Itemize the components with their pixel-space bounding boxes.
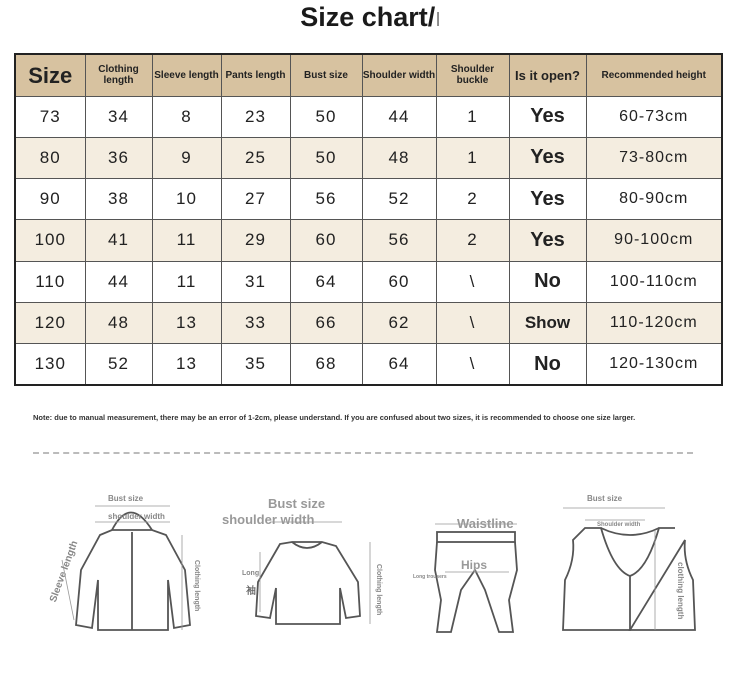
header-is-open: Is it open?: [509, 54, 586, 96]
jacket-clothing-label: Clothing length: [193, 560, 200, 612]
cell-is-open: Yes: [509, 179, 586, 220]
title-cursor: I: [435, 9, 441, 31]
header-clothing-length: Clothing length: [85, 54, 152, 96]
pants-diagram: [405, 510, 545, 645]
cell-is-open: No: [509, 261, 586, 302]
cell-sleeve-length: 13: [152, 302, 221, 343]
cell-size: 120: [15, 302, 85, 343]
cell-bust-size: 64: [290, 261, 362, 302]
table-row: [15, 96, 722, 137]
cell-clothing-length: 36: [85, 137, 152, 178]
cell-shoulder-width: 60: [362, 261, 436, 302]
jacket-bust-label: Bust size: [108, 494, 144, 503]
cell-sleeve-length: 10: [152, 179, 221, 220]
pants-waist-label: Waistline: [457, 516, 514, 531]
cell-bust-size: 60: [290, 220, 362, 261]
sweater-bust-label: Bust size: [268, 496, 326, 511]
sweater-long-label: Long: [242, 570, 260, 577]
cell-clothing-length: 48: [85, 302, 152, 343]
cell-recommended-height: 110-120cm: [586, 302, 722, 343]
cell-shoulder-width: 62: [362, 302, 436, 343]
sweater-sleeve-char: 袖: [246, 586, 256, 597]
cell-bust-size: 66: [290, 302, 362, 343]
jacket-sleeve-label: Sleeve length: [48, 539, 81, 604]
cell-is-open: Yes: [509, 137, 586, 178]
jacket-shoulder-label: shoulder width: [108, 512, 165, 521]
cell-clothing-length: 41: [85, 220, 152, 261]
header-bust-size: Bust size: [290, 54, 362, 96]
cell-shoulder-width: 64: [362, 344, 436, 385]
size-table: [14, 53, 723, 386]
pants-long-label: Long trousers: [413, 574, 447, 580]
cell-recommended-height: 90-100cm: [586, 220, 722, 261]
cell-recommended-height: 73-80cm: [586, 137, 722, 178]
cell-sleeve-length: 13: [152, 344, 221, 385]
table-row: [15, 220, 722, 261]
cell-size: 110: [15, 261, 85, 302]
cell-recommended-height: 100-110cm: [586, 261, 722, 302]
cell-bust-size: 50: [290, 96, 362, 137]
cell-pants-length: 27: [221, 179, 290, 220]
table-row: [15, 302, 722, 343]
cell-size: 80: [15, 137, 85, 178]
pants-hips-label: Hips: [461, 558, 488, 572]
table-row: [15, 137, 722, 178]
cell-size: 130: [15, 344, 85, 385]
title-text: Size chart/: [300, 2, 436, 32]
cell-bust-size: 68: [290, 344, 362, 385]
measurement-note: Note: due to manual measurement, there may be an error of 1-2cm, please understand. If you are confused about two sizes, it is recommended to choose one size larger.: [33, 413, 636, 422]
cell-pants-length: 31: [221, 261, 290, 302]
cell-clothing-length: 52: [85, 344, 152, 385]
cell-size: 100: [15, 220, 85, 261]
sweater-clothing-label: Clothing length: [375, 564, 382, 616]
vest-clothing-label: clothing length: [676, 562, 685, 620]
page-title: [0, 2, 741, 33]
cell-shoulder-buckle: 1: [436, 96, 509, 137]
cell-sleeve-length: 11: [152, 261, 221, 302]
cell-shoulder-buckle: \: [436, 261, 509, 302]
cell-shoulder-buckle: 2: [436, 179, 509, 220]
sweater-shoulder-label: shoulder width: [222, 512, 315, 527]
jacket-diagram: [40, 490, 220, 650]
cell-bust-size: 50: [290, 137, 362, 178]
cell-shoulder-buckle: 1: [436, 137, 509, 178]
header-shoulder-buckle: Shoulder buckle: [436, 54, 509, 96]
header-recommended-height: Recommended height: [586, 54, 722, 96]
cell-shoulder-buckle: 2: [436, 220, 509, 261]
sweater-diagram: [220, 492, 390, 642]
table-row: [15, 261, 722, 302]
cell-size: 73: [15, 96, 85, 137]
cell-bust-size: 56: [290, 179, 362, 220]
header-pants-length: Pants length: [221, 54, 290, 96]
cell-recommended-height: 120-130cm: [586, 344, 722, 385]
cell-is-open: Yes: [509, 220, 586, 261]
cell-pants-length: 35: [221, 344, 290, 385]
table-row: [15, 179, 722, 220]
header-sleeve-length: Sleeve length: [152, 54, 221, 96]
cell-shoulder-width: 48: [362, 137, 436, 178]
table-header-row: [15, 54, 722, 96]
cell-clothing-length: 38: [85, 179, 152, 220]
cell-pants-length: 23: [221, 96, 290, 137]
table-row: [15, 344, 722, 385]
cell-is-open: No: [509, 344, 586, 385]
cell-shoulder-width: 44: [362, 96, 436, 137]
dashed-divider: [33, 452, 693, 454]
cell-shoulder-width: 52: [362, 179, 436, 220]
header-shoulder-width: Shoulder width: [362, 54, 436, 96]
cell-shoulder-buckle: \: [436, 344, 509, 385]
cell-is-open: Yes: [509, 96, 586, 137]
cell-sleeve-length: 9: [152, 137, 221, 178]
vest-diagram: [555, 490, 705, 640]
cell-recommended-height: 80-90cm: [586, 179, 722, 220]
cell-is-open: Show: [509, 302, 586, 343]
cell-size: 90: [15, 179, 85, 220]
cell-pants-length: 25: [221, 137, 290, 178]
header-size: Size: [15, 54, 85, 96]
cell-sleeve-length: 11: [152, 220, 221, 261]
cell-shoulder-width: 56: [362, 220, 436, 261]
cell-pants-length: 29: [221, 220, 290, 261]
vest-bust-label: Bust size: [587, 494, 623, 503]
cell-pants-length: 33: [221, 302, 290, 343]
cell-recommended-height: 60-73cm: [586, 96, 722, 137]
cell-sleeve-length: 8: [152, 96, 221, 137]
cell-clothing-length: 34: [85, 96, 152, 137]
cell-clothing-length: 44: [85, 261, 152, 302]
cell-shoulder-buckle: \: [436, 302, 509, 343]
vest-shoulder-label: Shoulder width: [597, 522, 641, 528]
